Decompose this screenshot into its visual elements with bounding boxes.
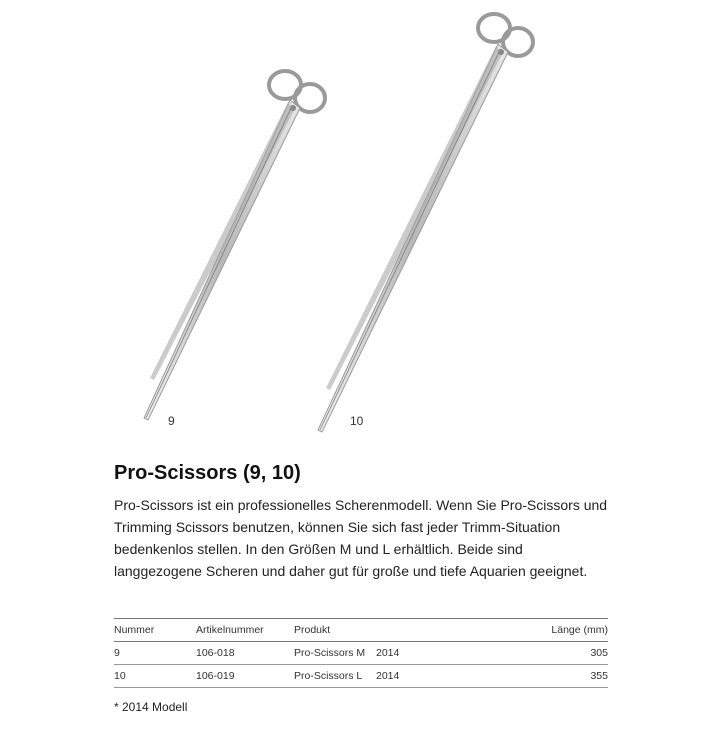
- cell-number: 10: [114, 670, 126, 682]
- table-row: [114, 642, 608, 665]
- cell-length: 355: [590, 670, 608, 682]
- spec-table: [114, 618, 608, 688]
- product-description: Pro-Scissors ist ein professionelles Scherenmodell. Wenn Sie Pro-Scissors und Trimming Scissors benutzen, können Sie sich fast jeder Trimm-Situation bedenkenlos stellen. In den Größen M und L erhältlich. Beide sind langgezogene Scheren und daher gut für große und tiefe Aquarien geeignet.: [114, 497, 608, 579]
- scissors-l-image: [318, 14, 533, 432]
- cell-length: 305: [590, 647, 608, 659]
- header-length: Länge (mm): [551, 624, 608, 636]
- header-article: Artikelnummer: [196, 624, 264, 636]
- cell-article: 106-018: [196, 647, 235, 659]
- table-row: [114, 665, 608, 688]
- figure-label-10: 10: [350, 414, 364, 428]
- header-product: Produkt: [294, 624, 331, 636]
- cell-number: 9: [114, 647, 120, 659]
- cell-article: 106-019: [196, 670, 235, 682]
- table-header-row: [114, 619, 608, 642]
- header-year: [376, 619, 436, 642]
- header-number: Nummer: [114, 624, 155, 636]
- cell-product: Pro-Scissors L: [294, 670, 363, 682]
- product-title: Pro-Scissors (9, 10): [114, 462, 301, 484]
- cell-year: 2014: [376, 647, 400, 659]
- cell-year: 2014: [376, 670, 400, 682]
- scissors-m-image: [144, 71, 325, 420]
- figure-label-9: 9: [168, 414, 175, 428]
- footnote: * 2014 Modell: [114, 700, 188, 714]
- cell-product: Pro-Scissors M: [294, 647, 366, 659]
